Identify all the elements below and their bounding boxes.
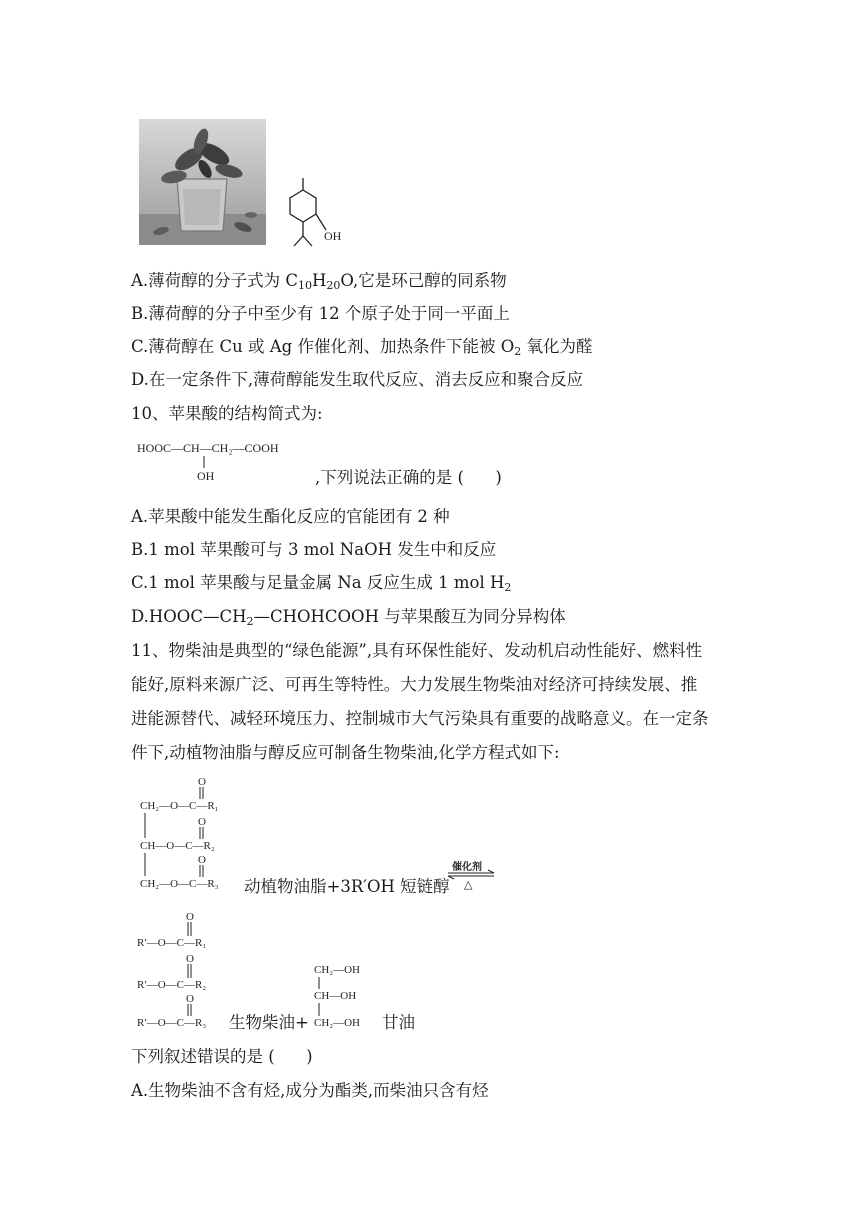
- q9-option-d: D.在一定条件下,薄荷醇能发生取代反应、消去反应和聚合反应: [131, 370, 584, 389]
- malic-acid-oh: OH: [197, 469, 215, 483]
- reaction-arrow: [446, 858, 498, 890]
- q9-option-c: C.薄荷醇在 Cu 或 Ag 作催化剂、加热条件下能被 $O_2$ 氧化为醛: [131, 337, 593, 358]
- q10-option-c: C.1 mol 苹果酸与足量金属 Na 反应生成 1 mol $H_2$: [131, 573, 512, 594]
- q11-stem-line-3: 进能源替代、减轻环境压力、控制城市大气污染具有重要的战略意义。在一定条: [131, 709, 709, 728]
- glycerol-ch2oh-2: CH₂—OH: [314, 1017, 361, 1029]
- carbonyl-o-1: O: [198, 776, 206, 788]
- reactant-label: 动植物油脂+3R′OH 短链醇: [244, 877, 450, 896]
- q10-option-a: A.苹果酸中能发生酯化反应的官能团有 2 种: [131, 507, 450, 526]
- biodiesel-structure: [135, 908, 235, 1032]
- q10-option-d: $D.HOOC—CH_2—CHOHCOOH$ 与苹果酸互为同分异构体: [131, 607, 566, 628]
- q11-stem-line-1: 11、物柴油是典型的“绿色能源”,具有环保性能好、发动机启动性能好、燃料性: [131, 641, 703, 660]
- glycerol-label: 甘油: [382, 1013, 415, 1032]
- product-carbonyl-o-2: O: [186, 953, 194, 965]
- q10-stem: 10、苹果酸的结构简式为:: [131, 404, 323, 423]
- q11-stem-line-4: 件下,动植物油脂与醇反应可制备生物柴油,化学方程式如下:: [131, 743, 560, 762]
- heat-symbol: △: [464, 879, 473, 890]
- malic-acid-structure: [137, 438, 327, 484]
- q11-stem-line-2: 能好,原料来源广泛、可再生等特性。大力发展生物柴油对经济可持续发展、推: [131, 675, 698, 694]
- menthol-oh-label: OH: [324, 229, 342, 243]
- q10-option-b: B.1 mol 苹果酸可与 3 mol NaOH 发生中和反应: [131, 540, 497, 559]
- q9-option-a: A.薄荷醇的分子式为 $C_{10}H_{20}O$,它是环己醇的同系物: [131, 271, 507, 292]
- ester-group-2: CH—O—C—R₂: [140, 840, 215, 852]
- product-ester-1: R′—O—C—R₁: [137, 937, 207, 949]
- product-label: 生物柴油+: [229, 1013, 309, 1032]
- malic-acid-formula: HOOC—CH—CH₂—COOH: [137, 441, 279, 455]
- ester-group-3: CH₂—O—C—R₃: [140, 878, 219, 890]
- product-ester-3: R′—O—C—R₃: [137, 1017, 207, 1029]
- menthol-structure: [272, 172, 362, 252]
- mint-photo: [139, 119, 266, 245]
- ester-group-1: CH₂—O—C—R₁: [140, 800, 219, 812]
- carbonyl-o-2: O: [198, 816, 206, 828]
- q10-prompt: ,下列说法正确的是 ( ): [315, 468, 502, 487]
- product-carbonyl-o-1: O: [186, 911, 194, 923]
- q11-prompt: 下列叙述错误的是 ( ): [131, 1047, 313, 1066]
- q9-option-b: B.薄荷醇的分子中至少有 12 个原子处于同一平面上: [131, 304, 510, 323]
- glycerol-structure: [313, 960, 383, 1032]
- product-ester-2: R′—O—C—R₂: [137, 979, 207, 991]
- triglyceride-structure: [137, 775, 247, 893]
- glycerol-choh: CH—OH: [314, 990, 357, 1002]
- catalyst-label: 催化剂: [452, 862, 482, 873]
- product-carbonyl-o-3: O: [186, 993, 194, 1005]
- glycerol-ch2oh-1: CH₂—OH: [314, 964, 361, 976]
- carbonyl-o-3: O: [198, 854, 206, 866]
- q11-option-a: A.生物柴油不含有烃,成分为酯类,而柴油只含有烃: [131, 1081, 489, 1100]
